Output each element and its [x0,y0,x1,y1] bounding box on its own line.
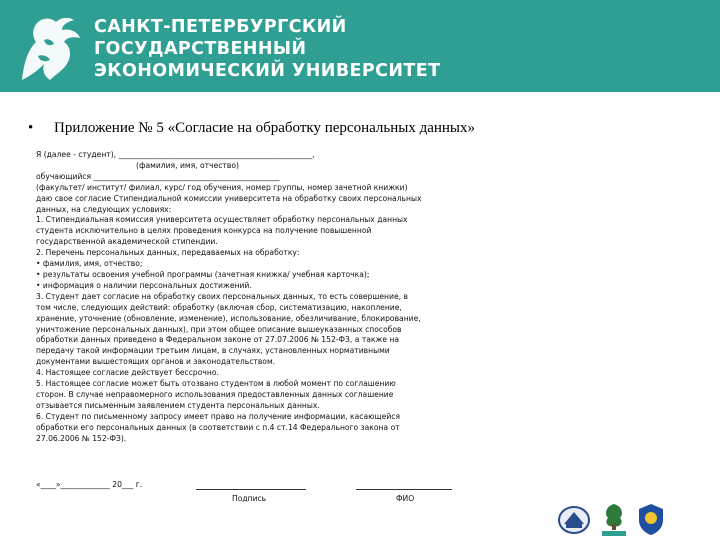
university-name-line-2: ГОСУДАРСТВЕННЫЙ [94,39,307,59]
document-line: обработки его персональных данных (в соответствии с п.4 ст.14 Федерального закона от [36,422,400,432]
tree-emblem-icon [596,498,632,538]
document-line: 1. Стипендиальная комиссия университета осуществляет обработку персональных данных [36,215,408,225]
document-line: • информация о наличии персональных достижений. [36,280,252,290]
document-line: 4. Настоящее согласие действует бессрочно. [36,368,219,378]
name-caption: ФИО [396,494,415,503]
document-line: 3. Студент дает согласие на обработку своих персональных данных, то есть совершение, в [36,291,408,301]
consent-document [36,150,496,444]
name-line [356,489,452,490]
document-line: отзывается письменным заявлением студента персональных данных. [36,400,320,410]
document-line: (фамилия, имя, отчество) [136,160,239,170]
shield-emblem-icon [636,502,666,536]
university-name-line-3: ЭКОНОМИЧЕСКИЙ УНИВЕРСИТЕТ [94,61,441,81]
slide-title: Приложение № 5 «Согласие на обработку персональных данных» [54,120,476,136]
document-line: 6. Студент по письменному запросу имеет право на получение информации, касающейся [36,411,401,421]
griffin-logo-icon [14,10,86,86]
document-line: • результаты освоения учебной программы (зачетная книжка/ учебная карточка); [36,269,370,279]
date-field: «____»_____________ 20___ г. [36,480,143,489]
document-line: 2. Перечень персональных данных, передаваемых на обработку: [36,248,300,258]
document-line: обработки данных приведено в Федеральном законе от 27.07.2006 № 152-ФЗ, а также на [36,335,400,345]
document-line: • фамилия, имя, отчество; [36,259,143,269]
document-line: том числе, следующих действий: обработку (включая сбор, систематизацию, накопление, [36,302,402,312]
document-line: хранение, уточнение (обновление, изменение), использование, обезличивание, блокирование, [36,313,421,323]
document-line: обучающийся _________________________________________________ [36,171,280,181]
document-line: 27.06.2006 № 152-ФЗ). [36,433,127,443]
document-line: данных, на следующих условиях: [36,204,172,214]
document-line: государственной академической стипендии. [36,237,218,247]
document-line: Я (далее - студент), ___________________________________________________, [36,150,315,159]
document-line: сторон. В случае неправомерного использования предоставленных данных соглашение [36,389,394,399]
signature-block [36,480,496,503]
slide-header [0,0,720,92]
document-line: 5. Настоящее согласие может быть отозвано студентом в любой момент по соглашению [36,379,396,389]
document-line: передачу такой информации третьим лицам, в случаях, установленных нормативными [36,346,390,356]
signature-line [196,489,306,490]
signature-caption: Подпись [232,494,267,503]
document-line: даю свое согласие Стипендиальной комиссии университета на обработку своих персональных [36,193,422,203]
document-line: (факультет/ институт/ филиал, курс/ год обучения, номер группы, номер зачетной книжки) [36,182,408,192]
slide-bullet-title [28,120,708,137]
document-line: уничтожение персональных данных), при этом общее описание вышеуказанных способов [36,324,402,334]
university-name-line-1: САНКТ-ПЕТЕРБУРГСКИЙ [94,17,347,37]
document-line: студента исключительно в целях проведения конкурса на получение повышенной [36,226,372,236]
document-line: документами вышестоящих органов и законодательством. [36,357,276,367]
university-emblem-icon [556,504,592,536]
bullet-marker: • [28,120,34,136]
